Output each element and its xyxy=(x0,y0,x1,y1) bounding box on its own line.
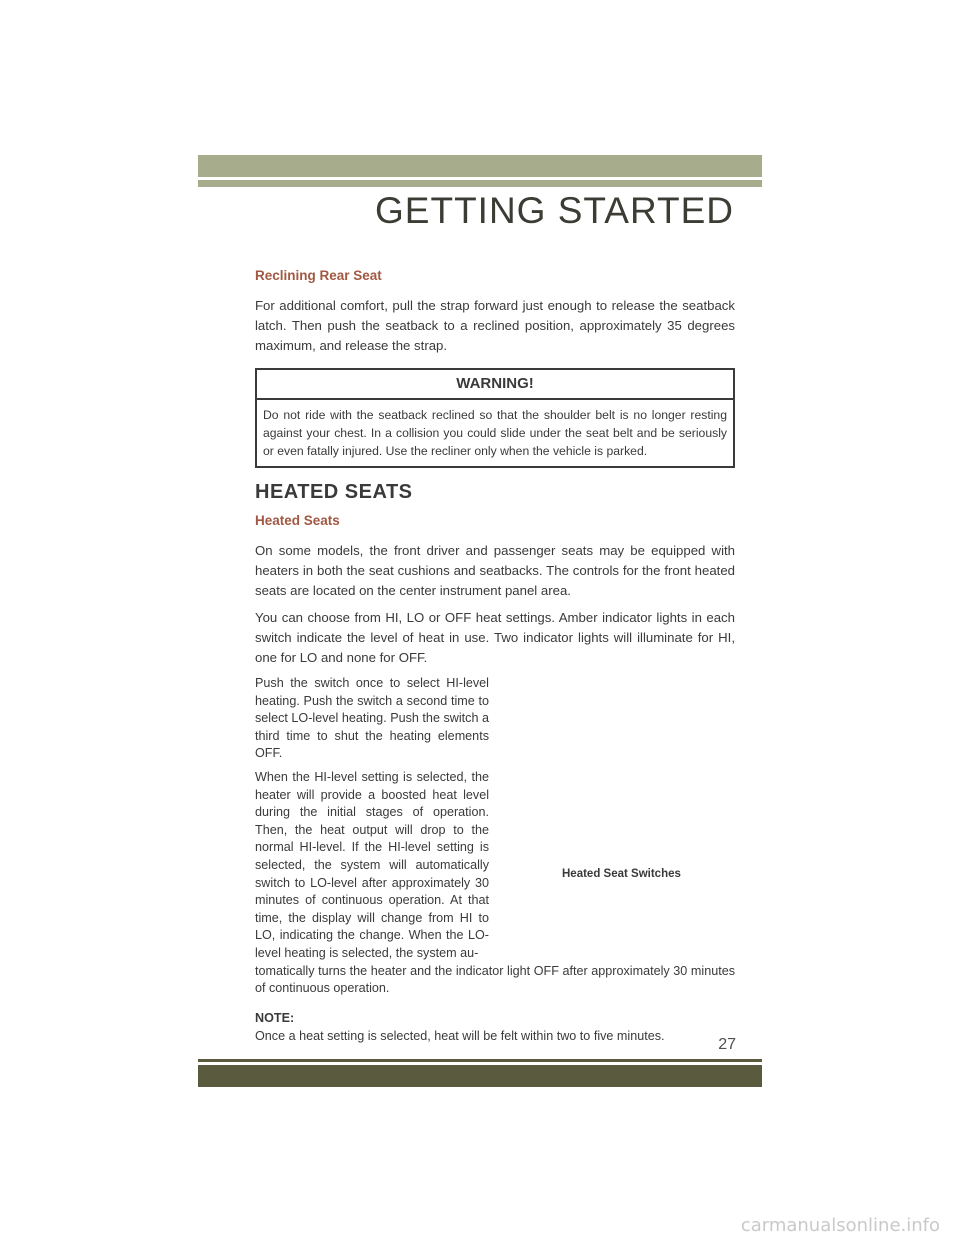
figure-caption: Heated Seat Switches xyxy=(562,868,681,880)
footer-band xyxy=(198,1065,762,1087)
reclining-rear-seat-heading: Reclining Rear Seat xyxy=(255,268,382,283)
reclining-paragraph: For additional comfort, pull the strap forward just enough to release the seatback latch. Then push the seatback to a reclined position, approximately 35 degrees maximum, and release the strap. xyxy=(255,298,735,353)
page-number: 27 xyxy=(718,1036,736,1053)
heated-paragraph-2: You can choose from HI, LO or OFF heat settings. Amber indicator lights in each switch indicate the level of heat in use. Two indicator lights will illuminate for HI, one for LO and none for OFF. xyxy=(255,610,735,665)
watermark: carmanualsonline.info xyxy=(740,1215,940,1236)
heated-paragraph-4b: tomatically turns the heater and the indicator light OFF after approximately 30 minutes of continuous operation. xyxy=(255,963,735,996)
heated-seats-subheading: Heated Seats xyxy=(255,513,340,528)
section-title: GETTING STARTED xyxy=(375,190,734,231)
heated-paragraph-3: Push the switch once to select HI-level heating. Push the switch a second time to select LO-level heating. Push the switch a third time to shut the heating elements OFF. xyxy=(255,676,489,761)
heated-paragraph-1: On some models, the front driver and passenger seats may be equipped with heaters in both the seat cushions and seatbacks. The controls for the front heated seats are located on the center instrument panel area. xyxy=(255,543,735,598)
footer-line xyxy=(198,1059,762,1062)
note-label: NOTE: xyxy=(255,1010,295,1025)
warning-text: Do not ride with the seatback reclined so that the shoulder belt is no longer resting against your chest. In a collision you could slide under the seat belt and be seriously or even fatally injured. Use the recliner only when the vehicle is parked. xyxy=(263,408,727,458)
heated-seat-switches-figure xyxy=(500,640,736,860)
warning-box xyxy=(255,368,735,468)
narrow-column xyxy=(255,675,489,963)
header-band-thin xyxy=(198,180,762,187)
header-band xyxy=(198,155,762,177)
note-text: Once a heat setting is selected, heat will be felt within two to five minutes. xyxy=(255,1028,665,1043)
warning-title: WARNING! xyxy=(257,370,733,400)
heated-paragraph-4a: When the HI-level setting is selected, the heater will provide a boosted heat level during the initial stages of operation. Then, the heat output will drop to the normal HI-level. If the HI-level setting is selected, the system will automatically switch to LO-level after approximately 30 minutes of continuous operation. At that time, the display will change from HI to LO, indicating the change. When the LO-level heating is selected, the system au- xyxy=(255,769,489,960)
heated-seats-section-heading: HEATED SEATS xyxy=(255,481,413,503)
